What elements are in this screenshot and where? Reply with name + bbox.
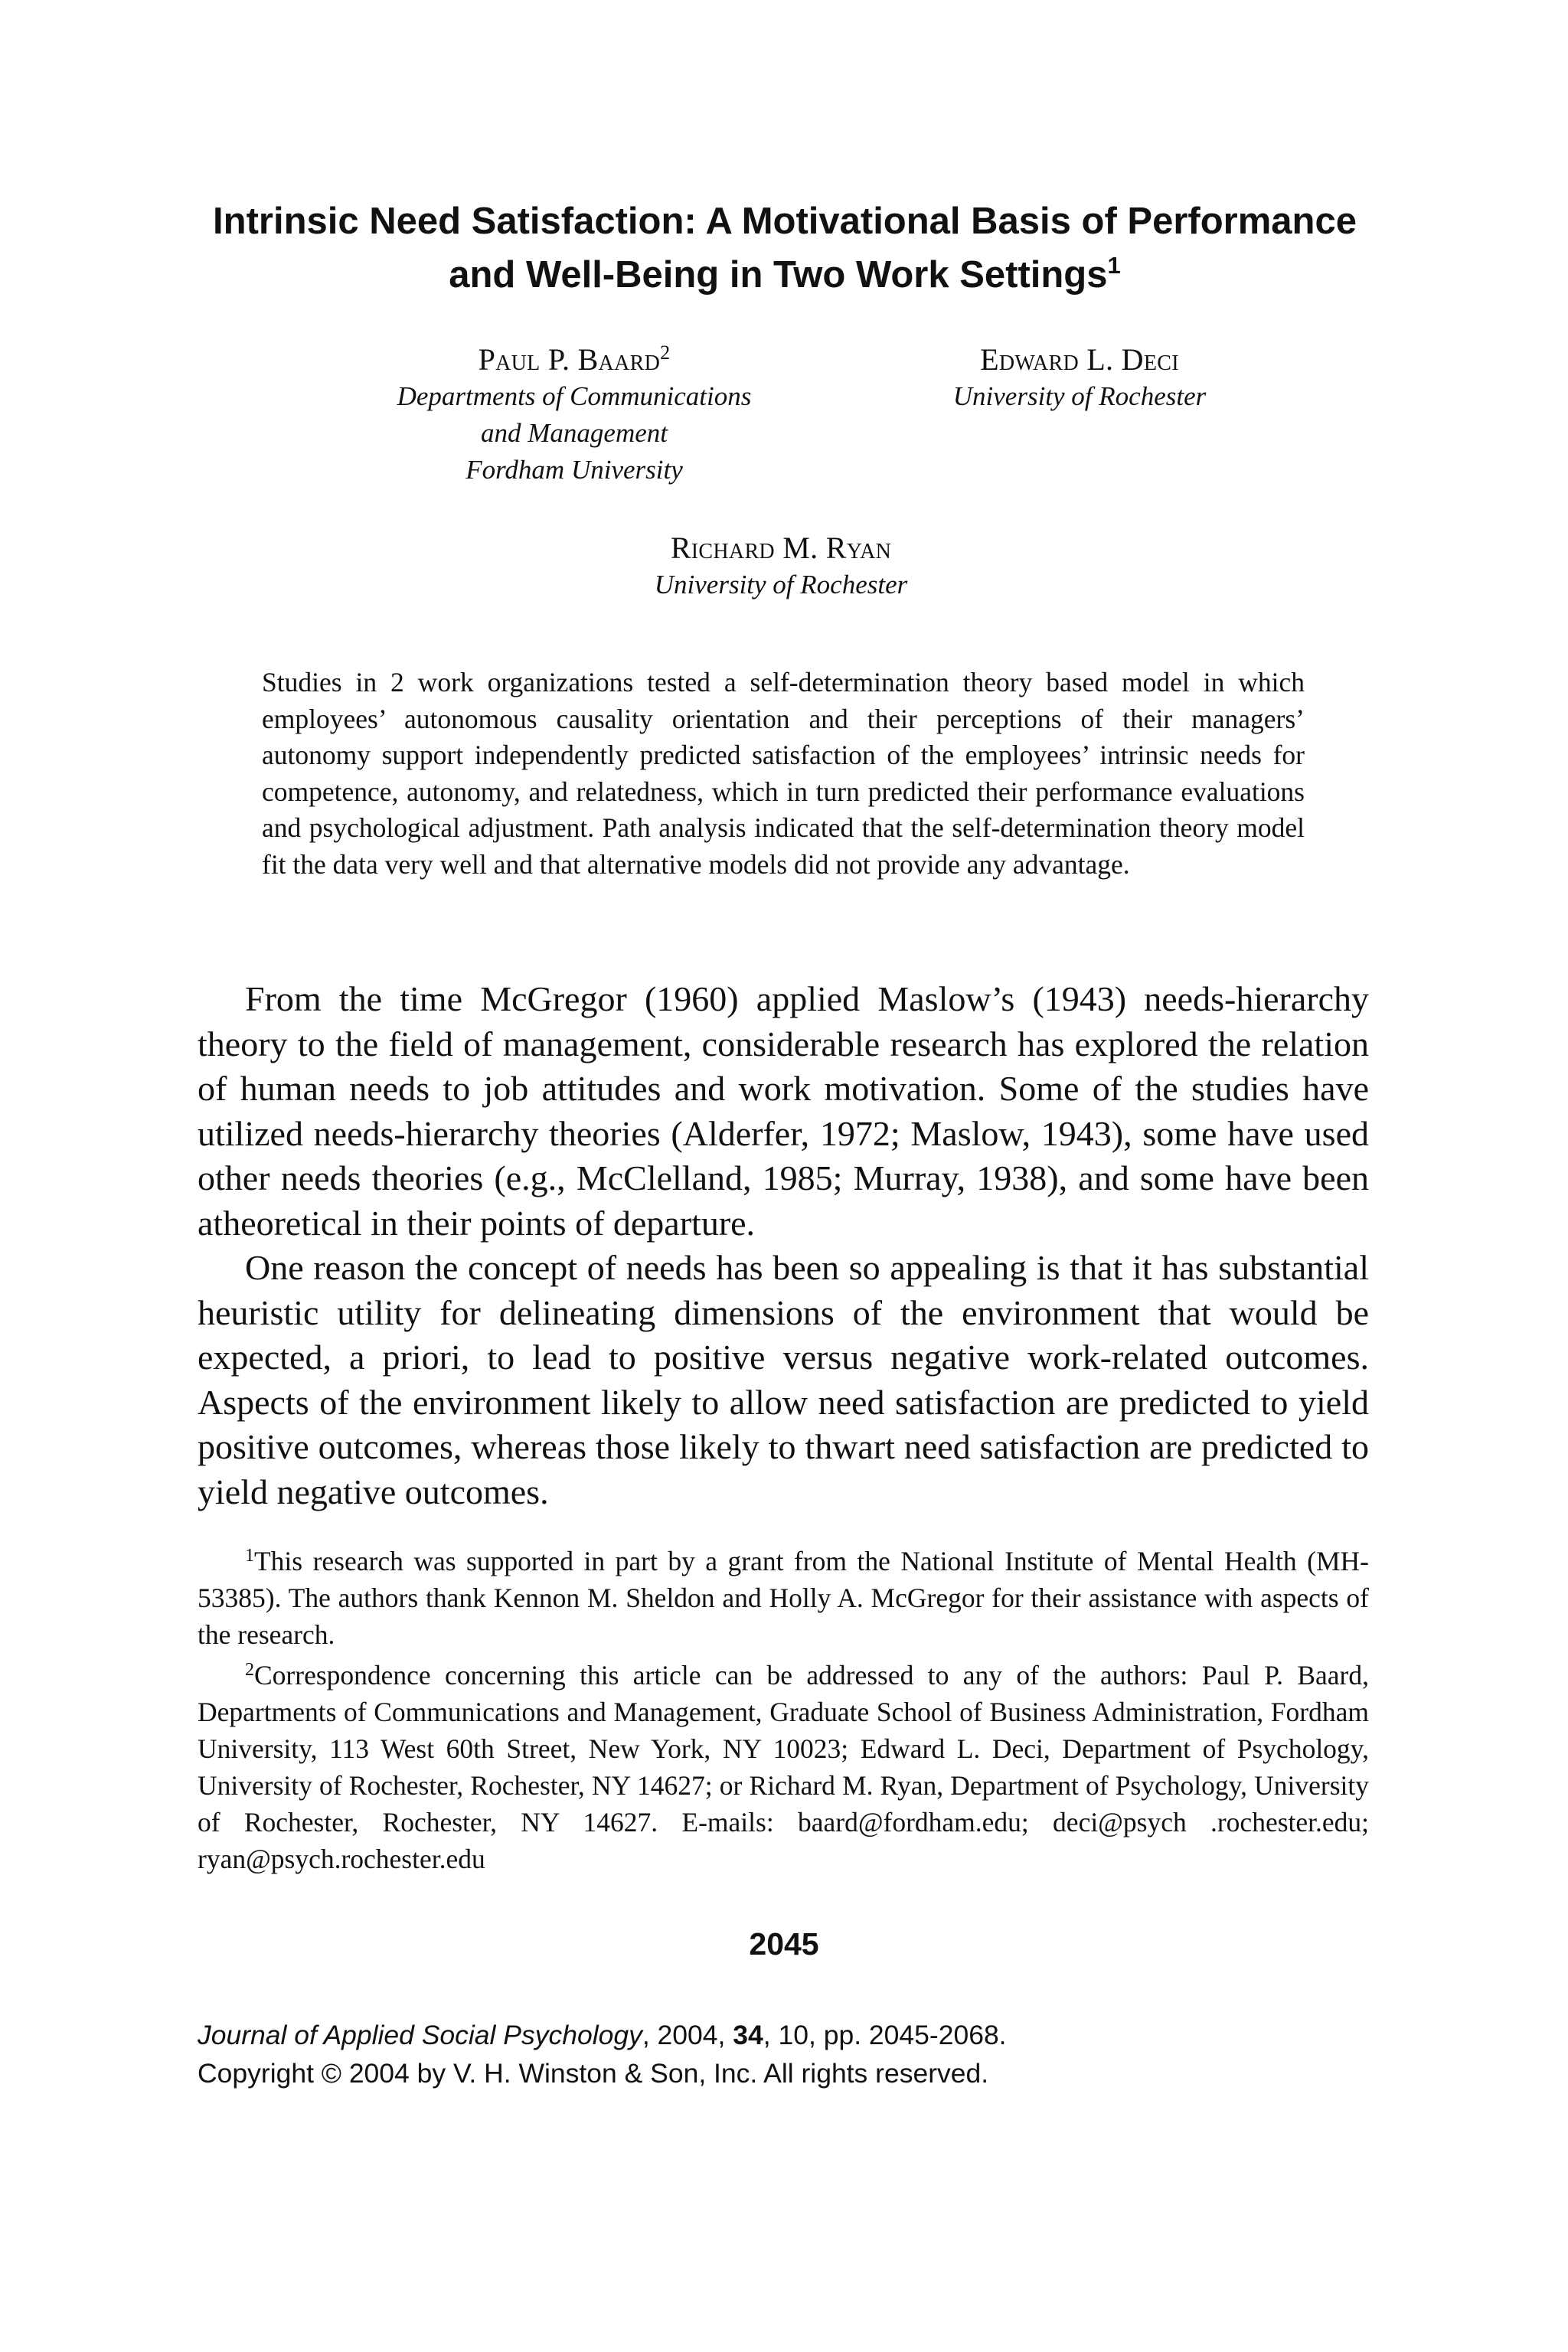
page-number: 2045 — [749, 1926, 819, 1962]
author-block-baard — [322, 341, 827, 488]
journal-citation — [198, 2016, 1346, 2092]
author-name: Richard M. Ryan — [670, 531, 892, 565]
journal-name: Journal of Applied Social Psychology — [198, 2020, 642, 2050]
author-affiliation: Departments of Communications — [397, 381, 752, 411]
paper-title — [191, 194, 1378, 302]
author-affiliation: University of Rochester — [654, 570, 908, 599]
author-block-ryan — [582, 530, 980, 603]
citation-line — [198, 2016, 1346, 2054]
footnote — [198, 1657, 1369, 1877]
author-affiliation: and Management — [481, 418, 668, 448]
author-affiliation: Fordham University — [466, 455, 683, 485]
copyright-line: Copyright © 2004 by V. H. Winston & Son, Inc. All rights reserved. — [198, 2058, 989, 2089]
author-footnote-marker: 2 — [660, 341, 671, 364]
body-paragraph: From the time McGregor (1960) applied Maslow’s (1943) needs-hierarchy theory to the field of management, considerable research has explored the relation of human needs to job attitudes and work motivation. Some of the studies have utilized needs-hierarchy theories (Alderfer, 1972; Maslow, 1943), some have used other needs theories (e.g., McClelland, 1985; Murray, 1938), and some have been atheoretical in their points of departure. — [198, 979, 1369, 1243]
footnote-text: Correspondence concerning this article can be addressed to any of the authors: Paul P. Baard, Departments of Communications and Management, Graduate School of Business Administration, Fordham University, 113 West 60th Street, New York, NY 10023; Edward L. Deci, Department of Psychology, University of Rochester, Rochester, NY 14627; or Richard M. Ryan, Department of Psychology, University of Rochester, Rochester, NY 14627. E-mails: baard@fordham.edu; deci@psych .rochester.edu; ryan@psych.rochester.edu — [198, 1660, 1369, 1874]
paper-title-text: Intrinsic Need Satisfaction: A Motivational Basis of Performance and Well-Being in Two Work Settings — [213, 201, 1357, 296]
title-footnote-marker: 1 — [1107, 252, 1121, 279]
footnote — [198, 1543, 1369, 1653]
author-affiliation: University of Rochester — [952, 381, 1207, 411]
author-block-deci — [896, 341, 1263, 415]
footnote-marker: 1 — [245, 1546, 254, 1566]
footnotes — [198, 1543, 1369, 1881]
abstract: Studies in 2 work organizations tested a self-determination theory based model in which employees’ autonomous causality orientation and their perceptions of their managers’ autonomy support independently predicted satisfaction of the employees’ intrinsic needs for competence, autonomy, and relatedness, which in turn predicted their performance evaluations and psychological adjustment. Path analysis indicated that the self-determination theory model fit the data very well and that alternative models did not provide any advantage. — [262, 667, 1305, 880]
body-paragraph: One reason the concept of needs has been so appealing is that it has substantial heuristic utility for delineating dimensions of the environment that would be expected, a priori, to lead to positive versus negative work-related outcomes. Aspects of the environment likely to allow need satisfaction are predicted to yield positive outcomes, whereas those likely to thwart need satisfaction are predicted to yield negative outcomes. — [198, 1248, 1369, 1511]
footnote-marker: 2 — [245, 1660, 254, 1680]
journal-volume: 34 — [733, 2020, 763, 2050]
author-name: Paul P. Baard$^2$ — [478, 341, 671, 377]
citation-year: , 2004, — [642, 2020, 733, 2050]
citation-pages: , 10, pp. 2045-2068. — [763, 2020, 1007, 2050]
footnote-text: This research was supported in part by a grant from the National Institute of Mental Health (MH-53385). The authors thank Kennon M. Sheldon and Holly A. McGregor for their assistance with aspects of the research. — [198, 1546, 1369, 1650]
body-text — [198, 977, 1369, 1514]
author-name: Edward L. Deci — [980, 342, 1179, 377]
